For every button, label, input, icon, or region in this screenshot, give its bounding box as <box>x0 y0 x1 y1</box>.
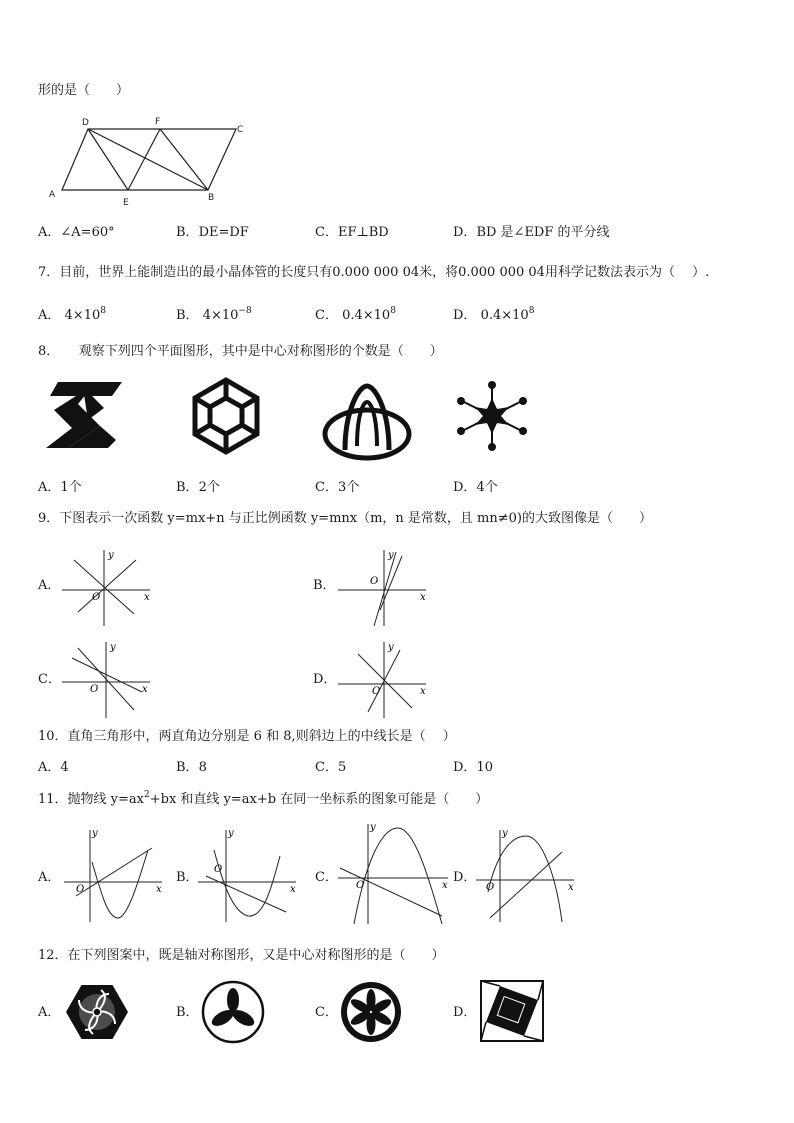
svg-text:y: y <box>92 828 98 839</box>
svg-text:O: O <box>90 684 99 695</box>
q12-pattern-d <box>478 978 546 1044</box>
svg-text:O: O <box>356 880 365 891</box>
svg-text:y: y <box>110 642 116 653</box>
svg-text:y: y <box>502 828 508 839</box>
hexagon-pinwheel-icon <box>66 985 128 1039</box>
point-e-label: E <box>123 198 129 208</box>
q8-option-a[interactable]: A．1个 <box>38 480 82 495</box>
q12-pattern-b <box>200 980 266 1044</box>
six-petal-flower-icon <box>341 982 401 1042</box>
q10-option-b[interactable]: B．8 <box>176 760 207 775</box>
q12-label-d[interactable]: D． <box>453 1005 477 1020</box>
q8-stem: 8． 观察下列四个平面图形，其中是中心对称图形的个数是（ ） <box>38 344 443 359</box>
s-logo-icon <box>46 382 122 448</box>
q10-stem: 10．直角三角形中，两直角边分别是 6 和 8,则斜边上的中线长是（ ） <box>38 729 456 744</box>
q11-label-b[interactable]: B． <box>176 870 199 885</box>
q7-option-a[interactable]: A． $4\times 10^8$ <box>38 306 106 323</box>
q9-graph-c <box>60 640 156 722</box>
point-f-label: F <box>155 117 161 127</box>
svg-text:x: x <box>420 592 426 603</box>
q7-stem: 7．目前，世界上能制造出的最小晶体管的长度只有0.000 000 04米，将0.000 000 04用科学记数法表示为（ ）. <box>38 265 710 280</box>
q11-label-d[interactable]: D． <box>453 870 477 885</box>
svg-text:y: y <box>388 642 394 653</box>
q7-option-b[interactable]: B． $4\times 10^{-8}$ <box>176 306 252 323</box>
q9-graph-a <box>60 548 156 630</box>
q6-parallelogram-figure <box>40 110 260 210</box>
q7-option-d[interactable]: D． $0.4\times 10^8$ <box>453 306 535 323</box>
q12-stem: 12．在下列图案中，既是轴对称图形，又是中心对称图形的是（ ） <box>38 948 445 963</box>
svg-text:x: x <box>142 684 148 695</box>
svg-text:y: y <box>228 828 234 839</box>
q6-option-b[interactable]: B．DE=DF <box>176 225 249 240</box>
q8-figures <box>38 370 533 464</box>
q12-pattern-a <box>64 980 130 1044</box>
q11-stem: 11．抛物线 $y=ax^2+bx$ 和直线 y=ax+b 在同一坐标系的图象可能是（ ） <box>38 790 489 807</box>
q8-option-d[interactable]: D．4个 <box>453 480 498 495</box>
q11-graph-a <box>62 826 172 926</box>
q12-label-c[interactable]: C． <box>315 1005 338 1020</box>
svg-text:x: x <box>568 882 574 893</box>
three-petal-icon <box>203 982 263 1042</box>
q11-label-a[interactable]: A． <box>38 870 61 885</box>
q9-label-c[interactable]: C． <box>38 672 61 687</box>
q7-option-c[interactable]: C． $0.4\times 10^8$ <box>315 306 396 323</box>
q12-label-b[interactable]: B． <box>176 1005 199 1020</box>
q11-graph-d <box>474 826 584 926</box>
point-d-label: D <box>82 118 89 128</box>
q9-graph-b <box>336 548 432 630</box>
q6-option-c[interactable]: C．EF⊥BD <box>315 225 389 240</box>
q11-graph-b <box>196 826 306 926</box>
svg-text:x: x <box>156 884 162 895</box>
svg-text:x: x <box>420 686 426 697</box>
q9-stem: 9．下图表示一次函数 y=mx+n 与正比例函数 y=mnx（m，n 是常数，且 mn≠0)的大致图像是（ ） <box>38 511 652 526</box>
q8-option-c[interactable]: C．3个 <box>315 480 360 495</box>
q9-label-a[interactable]: A． <box>38 578 61 593</box>
q6-option-a[interactable]: A．∠A=60° <box>38 225 115 240</box>
q12-label-a[interactable]: A． <box>38 1005 61 1020</box>
q10-option-d[interactable]: D．10 <box>453 760 493 775</box>
svg-text:O: O <box>92 592 101 603</box>
svg-text:x: x <box>144 592 150 603</box>
hexagon-knot-icon <box>195 380 257 452</box>
q11-label-c[interactable]: C． <box>315 870 338 885</box>
point-a-label: A <box>49 190 56 200</box>
q6-option-d[interactable]: D．BD 是∠EDF 的平分线 <box>453 225 610 240</box>
q9-graph-d <box>336 640 432 722</box>
svg-text:O: O <box>372 686 381 697</box>
svg-text:y: y <box>388 550 394 561</box>
point-b-label: B <box>208 193 215 203</box>
svg-text:x: x <box>442 880 448 891</box>
q8-option-b[interactable]: B．2个 <box>176 480 220 495</box>
svg-text:O: O <box>76 884 85 895</box>
point-c-label: C <box>237 125 244 135</box>
q12-pattern-c <box>338 980 404 1044</box>
svg-text:O: O <box>214 864 223 875</box>
q10-option-a[interactable]: A．4 <box>38 760 69 775</box>
svg-text:y: y <box>108 550 114 561</box>
q10-option-c[interactable]: C．5 <box>315 760 347 775</box>
q6-stem-tail: 形的是（ ） <box>38 83 130 98</box>
svg-text:O: O <box>486 882 495 893</box>
arch-oval-icon <box>325 386 409 458</box>
svg-text:x: x <box>290 884 296 895</box>
q9-label-b[interactable]: B． <box>313 578 336 593</box>
svg-text:y: y <box>370 822 376 833</box>
svg-text:O: O <box>370 576 379 587</box>
splash-star-icon <box>457 381 527 451</box>
rotated-square-icon <box>481 981 543 1041</box>
q11-graph-c <box>336 820 456 926</box>
q9-label-d[interactable]: D． <box>313 672 337 687</box>
